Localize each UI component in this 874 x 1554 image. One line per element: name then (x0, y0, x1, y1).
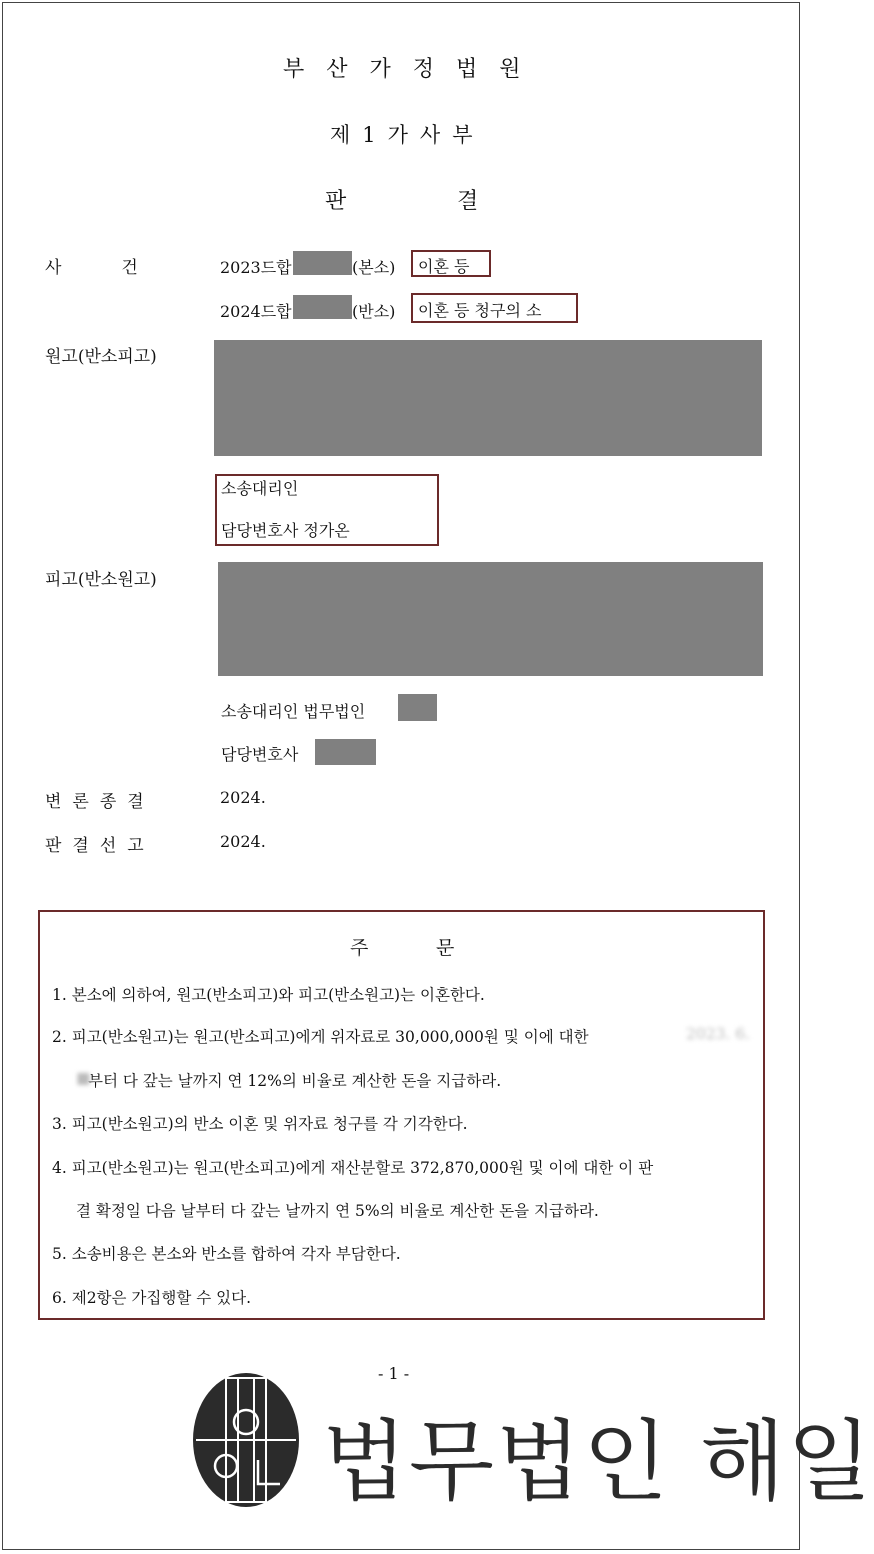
order-title-right: 문 (436, 937, 455, 959)
defendant-rep-line1: 소송대리인 법무법인 (221, 702, 366, 721)
court-name: 부산가정법원 (283, 57, 543, 82)
order-item-2-cont: 부터 다 갚는 날까지 연 12%의 비율로 계산한 돈을 지급하라. (88, 1072, 502, 1090)
case-line1-prefix: 2023드합 (220, 258, 292, 277)
order-item-6: 6. 제2항은 가집행할 수 있다. (52, 1289, 252, 1307)
firm-logo-icon (190, 1370, 302, 1510)
argument-end-label: 변론종결 (45, 792, 155, 812)
order-item-2: 2. 피고(반소원고)는 원고(반소피고)에게 위자료로 30,000,000원 및 이에 대한 (52, 1028, 589, 1046)
case-line1-title: 이혼 등 (418, 257, 470, 276)
firm-name-logo: 법무법인 해일 (322, 1410, 874, 1513)
argument-end-value: 2024. (220, 788, 266, 807)
redaction-defendant-lawyer (315, 739, 376, 765)
redaction-case-number-1 (293, 251, 352, 275)
plaintiff-rep-line1: 소송대리인 (221, 479, 299, 498)
order-item-4: 4. 피고(반소원고)는 원고(반소피고)에게 재산분할로 372,870,000원 및 이에 대한 이 판 (52, 1159, 654, 1177)
case-line2-suffix: (반소) (352, 302, 396, 321)
defendant-label: 피고(반소원고) (45, 570, 157, 590)
page-number: - 1 - (378, 1364, 410, 1383)
judgment-date-value: 2024. (220, 832, 266, 851)
order-item-2-cont-blur: ■ (76, 1069, 91, 1087)
plaintiff-label: 원고(반소피고) (45, 347, 157, 367)
doc-type-left: 판 (325, 189, 347, 214)
judgment-date-label: 판결선고 (45, 836, 155, 856)
redaction-case-number-2 (293, 295, 352, 319)
redaction-plaintiff-info (214, 340, 762, 456)
case-line1-suffix: (본소) (352, 258, 396, 277)
order-item-3: 3. 피고(반소원고)의 반소 이혼 및 위자료 청구를 각 기각한다. (52, 1115, 468, 1133)
order-item-2-blurred-date: 2023. 6. (686, 1025, 751, 1043)
order-item-4-cont: 결 확정일 다음 날부터 다 갚는 날까지 연 5%의 비율로 계산한 돈을 지급하라. (76, 1202, 599, 1220)
division-name: 제1가사부 (330, 123, 485, 147)
case-line2-title: 이혼 등 청구의 소 (418, 301, 542, 320)
case-line2-prefix: 2024드합 (220, 302, 292, 321)
redaction-defendant-firm (398, 694, 437, 721)
order-item-5: 5. 소송비용은 본소와 반소를 합하여 각자 부담한다. (52, 1245, 401, 1263)
order-item-1: 1. 본소에 의하여, 원고(반소피고)와 피고(반소원고)는 이혼한다. (52, 986, 485, 1004)
defendant-rep-line2: 담당변호사 (221, 745, 299, 764)
doc-type-right: 결 (457, 189, 479, 214)
case-label: 사건 (45, 258, 198, 278)
redaction-defendant-info (218, 562, 763, 676)
order-title-left: 주 (350, 937, 369, 959)
plaintiff-rep-line2: 담당변호사 정가온 (221, 521, 350, 540)
